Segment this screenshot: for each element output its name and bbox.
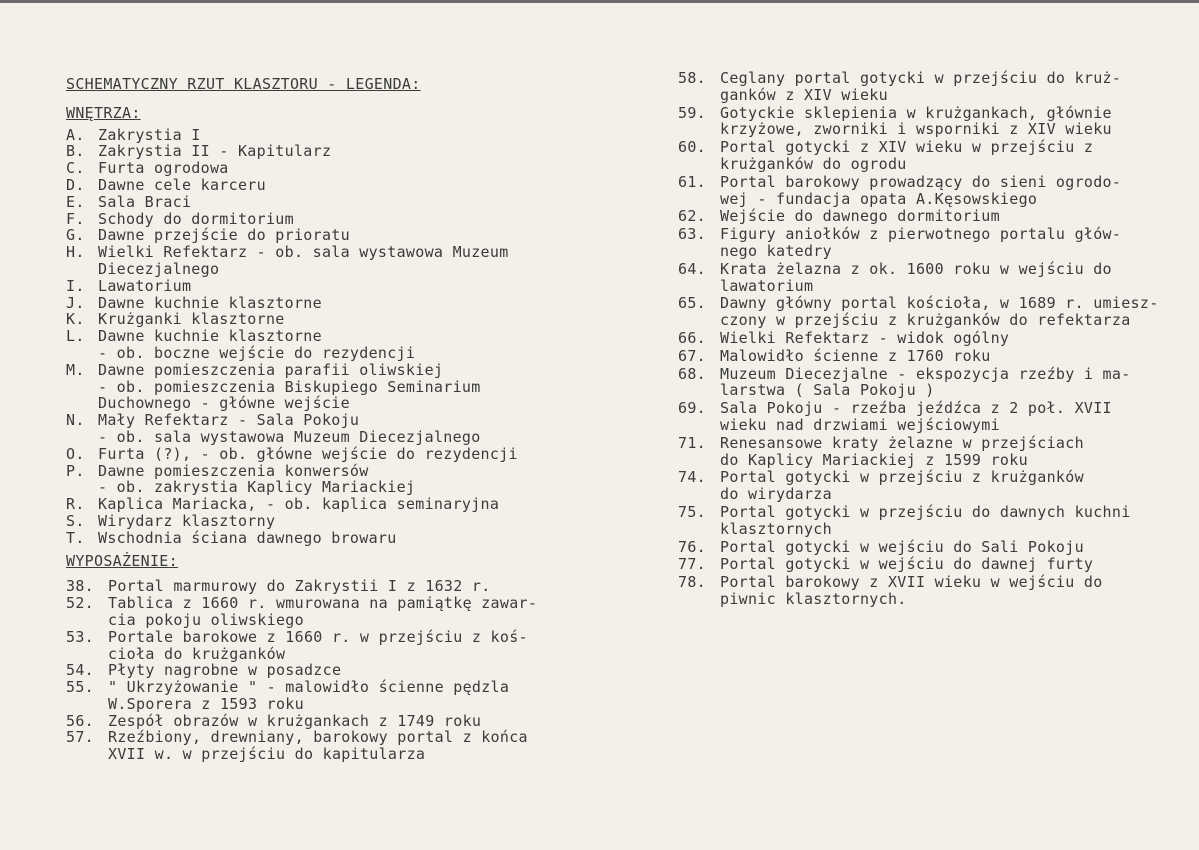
entry-text — [98, 463, 596, 497]
equipment-entry — [678, 574, 1178, 608]
entry-line: Schody do dormitorium — [98, 209, 294, 228]
entry-line: do Kaplicy Mariackiej z 1599 roku — [720, 450, 1028, 469]
entry-key: 62. — [678, 207, 706, 226]
entry-key: 63. — [678, 225, 706, 244]
entry-line: krużganków do ogrodu — [720, 154, 907, 173]
equipment-entry — [678, 174, 1178, 208]
interior-entry — [66, 160, 596, 177]
scan-edge — [0, 0, 1199, 3]
entry-text — [108, 578, 596, 595]
equipment-entry — [66, 729, 596, 763]
entry-key: 64. — [678, 259, 706, 278]
entry-key: 69. — [678, 399, 706, 418]
entry-text — [720, 226, 1178, 260]
entry-line: Tablica z 1660 r. wmurowana na pamiątkę zawar- — [108, 594, 538, 613]
entry-key: 67. — [678, 346, 706, 365]
interior-entry — [66, 446, 596, 463]
entry-key: G. — [66, 226, 85, 245]
entry-text — [98, 194, 596, 211]
equipment-entry — [678, 504, 1178, 538]
entry-key: I. — [66, 276, 85, 295]
entry-line: Figury aniołków z pierwotnego portalu głów- — [720, 225, 1122, 244]
entry-key: F. — [66, 209, 85, 228]
entry-text — [98, 143, 596, 160]
entry-key: D. — [66, 175, 85, 194]
equipment-entry — [66, 595, 596, 629]
entry-key: T. — [66, 528, 85, 547]
entry-text — [720, 504, 1178, 538]
interior-entry — [66, 244, 596, 278]
entry-text — [108, 729, 596, 763]
equipment-entry — [678, 139, 1178, 173]
entry-text — [98, 127, 596, 144]
entry-text — [98, 160, 596, 177]
interior-entry — [66, 278, 596, 295]
entry-line: czony w przejściu z krużganków do refektarza — [720, 311, 1131, 330]
entry-line: Portal barokowy z XVII wieku w wejściu do — [720, 573, 1103, 592]
entry-text — [98, 496, 596, 513]
entry-line: Renesansowe kraty żelazne w przejściach — [720, 433, 1084, 452]
entry-line: larstwa ( Sala Pokoju ) — [720, 381, 935, 400]
interior-entry — [66, 530, 596, 547]
interior-entry — [66, 143, 596, 160]
entry-line: Portale barokowe z 1660 r. w przejściu z koś- — [108, 627, 528, 646]
entry-key: 55. — [66, 678, 94, 697]
entry-key: P. — [66, 461, 85, 480]
equipment-entry — [678, 556, 1178, 573]
entry-key: M. — [66, 360, 85, 379]
entry-text — [98, 227, 596, 244]
entry-key: 76. — [678, 537, 706, 556]
entry-line: Furta (?), - ob. główne wejście do rezydencji — [98, 444, 518, 463]
entry-line: Dawne przejście do prioratu — [98, 226, 350, 245]
interior-entry — [66, 362, 596, 412]
equipment-entry — [678, 330, 1178, 347]
entry-text — [720, 366, 1178, 400]
entry-key: 61. — [678, 172, 706, 191]
entry-line: Dawne cele karceru — [98, 175, 266, 194]
entry-line: wej - fundacja opata A.Kęsowskiego — [720, 189, 1038, 208]
interiors-list — [66, 127, 596, 547]
equipment-heading: WYPOSAŻENIE: — [66, 551, 178, 570]
entry-text — [98, 530, 596, 547]
entry-key: 75. — [678, 502, 706, 521]
entry-line: Ceglany portal gotycki w przejściu do kruż- — [720, 69, 1122, 87]
entry-key: 54. — [66, 661, 94, 680]
entry-text — [98, 362, 596, 412]
equipment-list-right — [678, 70, 1178, 608]
equipment-entry — [678, 469, 1178, 503]
entry-line: Kaplica Mariacka, - ob. kaplica seminaryjna — [98, 495, 500, 514]
entry-text — [108, 595, 596, 629]
entry-text — [720, 70, 1178, 104]
entry-line: Wielki Refektarz - ob. sala wystawowa Muzeum — [98, 243, 509, 262]
entry-key: 52. — [66, 594, 94, 613]
interior-entry — [66, 311, 596, 328]
entry-key: 38. — [66, 577, 94, 596]
interior-entry — [66, 295, 596, 312]
entry-text — [720, 348, 1178, 365]
document-title: SCHEMATYCZNY RZUT KLASZTORU - LEGENDA: — [66, 75, 421, 93]
equipment-list-left — [66, 578, 596, 763]
entry-line: Dawne pomieszczenia konwersów — [98, 461, 369, 480]
entry-text — [720, 261, 1178, 295]
entry-line: Wejście do dawnego dormitorium — [720, 207, 1000, 226]
equipment-entry — [678, 435, 1178, 469]
entry-line: do wirydarza — [720, 485, 832, 504]
entry-line: Rzeźbiony, drewniany, barokowy portal z końca — [108, 728, 528, 747]
equipment-entry — [66, 662, 596, 679]
entry-text — [720, 400, 1178, 434]
entry-line: - ob. boczne wejście do rezydencji — [98, 343, 416, 362]
entry-key: 78. — [678, 573, 706, 592]
entry-text — [720, 469, 1178, 503]
entry-key: 77. — [678, 555, 706, 574]
equipment-entry — [678, 70, 1178, 104]
equipment-entry — [678, 539, 1178, 556]
entry-key: R. — [66, 495, 85, 514]
entry-text — [98, 177, 596, 194]
entry-line: - ob. zakrystia Kaplicy Mariackiej — [98, 478, 416, 497]
equipment-entry — [678, 348, 1178, 365]
entry-text — [720, 105, 1178, 139]
interior-entry — [66, 496, 596, 513]
entry-line: Lawatorium — [98, 276, 192, 295]
entry-line: cia pokoju oliwskiego — [108, 610, 304, 629]
entry-text — [720, 295, 1178, 329]
equipment-entry — [66, 679, 596, 713]
entry-line: Portal gotycki w wejściu do dawnej furty — [720, 555, 1094, 574]
entry-line: Portal barokowy prowadzący do sieni ogrodo- — [720, 172, 1122, 191]
entry-line: Portal marmurowy do Zakrystii I z 1632 r. — [108, 577, 491, 596]
entry-key: L. — [66, 327, 85, 346]
entry-line: Sala Pokoju - rzeźba jeźdźca z 2 poł. XVII — [720, 399, 1112, 418]
entry-line: Płyty nagrobne w posadzce — [108, 661, 342, 680]
interiors-heading: WNĘTRZA: — [66, 103, 141, 122]
entry-text — [98, 328, 596, 362]
entry-line: Wirydarz klasztorny — [98, 511, 276, 530]
entry-line: Portal gotycki w wejściu do Sali Pokoju — [720, 537, 1084, 556]
entry-line: Sala Braci — [98, 192, 192, 211]
interior-entry — [66, 328, 596, 362]
entry-text — [720, 539, 1178, 556]
entry-key: 59. — [678, 103, 706, 122]
entry-line: nego katedry — [720, 241, 832, 260]
interior-entry — [66, 177, 596, 194]
entry-text — [720, 574, 1178, 608]
entry-line: piwnic klasztornych. — [720, 589, 907, 608]
interior-entry — [66, 412, 596, 446]
entry-line: Portal gotycki w przejściu z krużganków — [720, 468, 1084, 487]
entry-text — [98, 311, 596, 328]
entry-key: 66. — [678, 328, 706, 347]
entry-line: klasztornych — [720, 519, 832, 538]
entry-line: Portal gotycki w przejściu do dawnych kuchni — [720, 502, 1131, 521]
entry-key: J. — [66, 293, 85, 312]
entry-key: 60. — [678, 138, 706, 157]
entry-text — [720, 435, 1178, 469]
entry-text — [98, 513, 596, 530]
entry-line: Wschodnia ściana dawnego browaru — [98, 528, 397, 547]
entry-text — [720, 208, 1178, 225]
interior-entry — [66, 211, 596, 228]
entry-line: XVII w. w przejściu do kapitularza — [108, 745, 426, 764]
entry-line: Dawne kuchnie klasztorne — [98, 293, 322, 312]
entry-key: B. — [66, 142, 85, 161]
entry-key: 74. — [678, 468, 706, 487]
equipment-entry — [678, 208, 1178, 225]
entry-text — [108, 662, 596, 679]
equipment-entry — [678, 366, 1178, 400]
entry-text — [720, 330, 1178, 347]
entry-line: Muzeum Diecezjalne - ekspozycja rzeźby i ma- — [720, 364, 1131, 383]
entry-line: Diecezjalnego — [98, 259, 220, 278]
entry-line: W.Sporera z 1593 roku — [108, 694, 304, 713]
left-column — [66, 76, 596, 763]
equipment-entry — [66, 629, 596, 663]
entry-line: Malowidło ścienne z 1760 roku — [720, 346, 991, 365]
entry-line: ganków z XIV wieku — [720, 85, 888, 104]
equipment-entry — [678, 400, 1178, 434]
entry-key: C. — [66, 159, 85, 178]
interior-entry — [66, 463, 596, 497]
entry-line: Krata żelazna z ok. 1600 roku w wejściu do — [720, 259, 1112, 278]
entry-key: 68. — [678, 364, 706, 383]
entry-key: 71. — [678, 433, 706, 452]
entry-text — [98, 244, 596, 278]
entry-text — [720, 139, 1178, 173]
entry-text — [720, 174, 1178, 208]
entry-line: Dawny główny portal kościoła, w 1689 r. umiesz- — [720, 294, 1159, 313]
entry-line: Gotyckie sklepienia w krużgankach, głównie — [720, 103, 1112, 122]
entry-key: 53. — [66, 627, 94, 646]
entry-text — [98, 446, 596, 463]
entry-text — [108, 679, 596, 713]
entry-text — [98, 295, 596, 312]
equipment-entry — [678, 295, 1178, 329]
entry-key: K. — [66, 310, 85, 329]
entry-text — [98, 211, 596, 228]
entry-key: S. — [66, 511, 85, 530]
right-column — [678, 70, 1178, 609]
entry-line: Krużganki klasztorne — [98, 310, 285, 329]
entry-line: Wielki Refektarz - widok ogólny — [720, 328, 1010, 347]
equipment-entry — [678, 105, 1178, 139]
entry-line: Zakrystia I — [98, 125, 201, 144]
interior-entry — [66, 513, 596, 530]
entry-key: N. — [66, 411, 85, 430]
entry-key: H. — [66, 243, 85, 262]
entry-line: Dawne pomieszczenia parafii oliwskiej — [98, 360, 444, 379]
entry-line: Mały Refektarz - Sala Pokoju — [98, 411, 360, 430]
interior-entry — [66, 127, 596, 144]
equipment-entry — [678, 261, 1178, 295]
entry-text — [98, 278, 596, 295]
entry-line: Zespół obrazów w krużgankach z 1749 roku — [108, 711, 482, 730]
entry-line: wieku nad drzwiami wejściowymi — [720, 415, 1000, 434]
entry-line: Zakrystia II - Kapitularz — [98, 142, 332, 161]
entry-text — [108, 713, 596, 730]
entry-text — [98, 412, 596, 446]
entry-line: " Ukrzyżowanie " - malowidło ścienne pędzla — [108, 678, 510, 697]
equipment-entry — [66, 578, 596, 595]
entry-line: - ob. pomieszczenia Biskupiego Seminarium — [98, 377, 481, 396]
entry-line: Furta ogrodowa — [98, 159, 229, 178]
entry-line: - ob. sala wystawowa Muzeum Diecezjalnego — [98, 427, 481, 446]
entry-key: 58. — [678, 69, 706, 87]
entry-line: Duchownego - główne wejście — [98, 394, 350, 413]
entry-line: Portal gotycki z XIV wieku w przejściu z — [720, 138, 1094, 157]
entry-key: 65. — [678, 294, 706, 313]
entry-line: Dawne kuchnie klasztorne — [98, 327, 322, 346]
entry-line: krzyżowe, zworniki i wsporniki z XIV wieku — [720, 120, 1112, 139]
entry-key: O. — [66, 444, 85, 463]
equipment-entry — [678, 226, 1178, 260]
entry-text — [720, 556, 1178, 573]
entry-line: lawatorium — [720, 276, 814, 295]
entry-line: cioła do krużganków — [108, 644, 286, 663]
entry-key: 57. — [66, 728, 94, 747]
entry-text — [108, 629, 596, 663]
interior-entry — [66, 194, 596, 211]
entry-key: A. — [66, 125, 85, 144]
equipment-entry — [66, 713, 596, 730]
interior-entry — [66, 227, 596, 244]
entry-key: 56. — [66, 711, 94, 730]
entry-key: E. — [66, 192, 85, 211]
